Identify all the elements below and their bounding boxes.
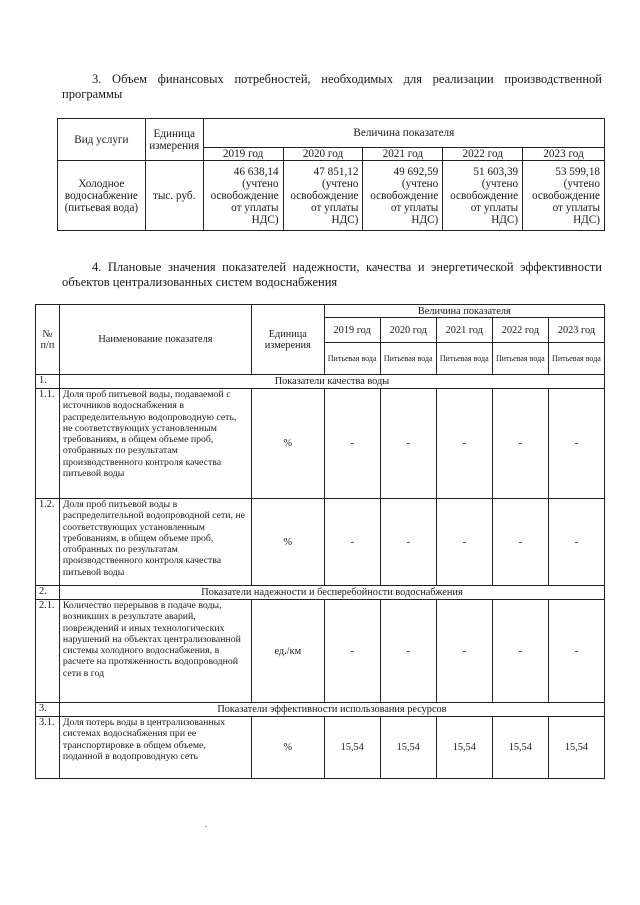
- table-row: [36, 389, 605, 499]
- col-unit-header: Единица измерения: [145, 119, 203, 161]
- section-title: Показатели надежности и бесперебойности водоснабжения: [59, 586, 604, 600]
- value-cell: [523, 161, 605, 231]
- indicator-value: -: [324, 499, 380, 586]
- year-header: 2019 год: [324, 318, 380, 343]
- value-cell: [203, 161, 283, 231]
- col-name-header: Наименование показателя: [59, 305, 251, 375]
- section-number: 1.: [36, 375, 60, 389]
- vat-note: (учтено освобождение от уплаты НДС): [210, 177, 279, 226]
- row-number: 2.1.: [36, 600, 60, 703]
- section-number: 3.: [36, 703, 60, 717]
- financial-needs-table: [57, 118, 605, 231]
- value-cell: [283, 161, 363, 231]
- vat-note: (учтено освобождение от уплаты НДС): [532, 177, 600, 226]
- indicator-unit: ед./км: [251, 600, 324, 703]
- indicator-name: Доля проб питьевой воды в распределительной водопроводной сети, не соответствующих установленным требованиям, в общем объеме проб, отобранных по результатам производственного контроля качества питьевой воды: [59, 499, 251, 586]
- year-header: 2020 год: [283, 148, 363, 161]
- year-header: 2023 год: [523, 148, 605, 161]
- year-header: 2021 год: [363, 148, 443, 161]
- indicator-value: 15,54: [380, 717, 436, 779]
- amount: 53 599,18: [555, 165, 600, 178]
- indicator-name: Количество перерывов в подаче воды, возникших в результате аварий, повреждений и иных технологических нарушений на объектах централизованной системы холодного водоснабжения, в расчете на протяженность водопроводной сети в год: [59, 600, 251, 703]
- section-number: 2.: [36, 586, 60, 600]
- vat-note: (учтено освобождение от уплаты НДС): [450, 177, 519, 226]
- indicator-value: 15,54: [548, 717, 604, 779]
- col-unit-header: Единица измерения: [251, 305, 324, 375]
- water-type-label: Питьевая вода: [324, 343, 380, 375]
- year-header: 2019 год: [203, 148, 283, 161]
- year-header: 2022 год: [492, 318, 548, 343]
- indicator-value: -: [380, 499, 436, 586]
- amount: 46 638,14: [233, 165, 279, 178]
- value-cell: [443, 161, 523, 231]
- amount: 51 603,39: [473, 165, 519, 178]
- indicator-unit: %: [251, 499, 324, 586]
- row-number: 1.2.: [36, 499, 60, 586]
- section-3-heading: 3. Объем финансовых потребностей, необходимых для реализации производственной программы: [62, 72, 602, 101]
- value-cell: [363, 161, 443, 231]
- year-header: 2020 год: [380, 318, 436, 343]
- indicator-value: 15,54: [436, 717, 492, 779]
- indicator-value: -: [492, 499, 548, 586]
- year-header: 2021 год: [436, 318, 492, 343]
- indicator-name: Доля проб питьевой воды, подаваемой с источников водоснабжения в распределительную водопроводную сеть, не соответствующих установленным требованиям, в общем объеме проб, отобранных по результатам производственного контроля качества питьевой воды: [59, 389, 251, 499]
- indicator-value: -: [548, 600, 604, 703]
- indicator-value: -: [380, 600, 436, 703]
- col-value-header: Величина показателя: [203, 119, 604, 148]
- water-type-label: Питьевая вода: [548, 343, 604, 375]
- col-num-header: № п/п: [36, 305, 60, 375]
- table-row: [36, 600, 605, 703]
- year-header: 2023 год: [548, 318, 604, 343]
- scan-speck: [205, 826, 207, 827]
- indicator-value: -: [492, 389, 548, 499]
- indicators-table: [35, 304, 605, 779]
- indicator-unit: %: [251, 389, 324, 499]
- row-number: 3.1.: [36, 717, 60, 779]
- row-number: 1.1.: [36, 389, 60, 499]
- year-header: 2022 год: [443, 148, 523, 161]
- table-row: [36, 717, 605, 779]
- vat-note: (учтено освобождение от уплаты НДС): [290, 177, 359, 226]
- indicator-value: 15,54: [324, 717, 380, 779]
- col-service-header: Вид услуги: [58, 119, 146, 161]
- indicator-value: -: [548, 499, 604, 586]
- indicator-value: -: [324, 389, 380, 499]
- unit-cell: тыс. руб.: [145, 161, 203, 231]
- indicator-value: -: [436, 600, 492, 703]
- indicator-value: -: [380, 389, 436, 499]
- service-cell: Холодное водоснабжение (питьевая вода): [58, 161, 146, 231]
- amount: 47 851,12: [313, 165, 359, 178]
- indicator-value: -: [436, 499, 492, 586]
- amount: 49 692,59: [393, 165, 439, 178]
- indicator-value: 15,54: [492, 717, 548, 779]
- indicator-value: -: [436, 389, 492, 499]
- indicator-value: -: [324, 600, 380, 703]
- indicator-value: -: [492, 600, 548, 703]
- indicator-name: Доля потерь воды в централизованных системах водоснабжения при ее транспортировке в общем объеме, поданной в водопроводную сеть: [59, 717, 251, 779]
- indicator-value: -: [548, 389, 604, 499]
- indicator-unit: %: [251, 717, 324, 779]
- section-title: Показатели качества воды: [59, 375, 604, 389]
- water-type-label: Питьевая вода: [436, 343, 492, 375]
- table-row: [36, 499, 605, 586]
- water-type-label: Питьевая вода: [492, 343, 548, 375]
- col-value-header: Величина показателя: [324, 305, 604, 318]
- section-title: Показатели эффективности использования ресурсов: [59, 703, 604, 717]
- water-type-label: Питьевая вода: [380, 343, 436, 375]
- section-4-heading: 4. Плановые значения показателей надежности, качества и энергетической эффективности объектов централизованных систем водоснабжения: [62, 260, 602, 289]
- vat-note: (учтено освобождение от уплаты НДС): [370, 177, 439, 226]
